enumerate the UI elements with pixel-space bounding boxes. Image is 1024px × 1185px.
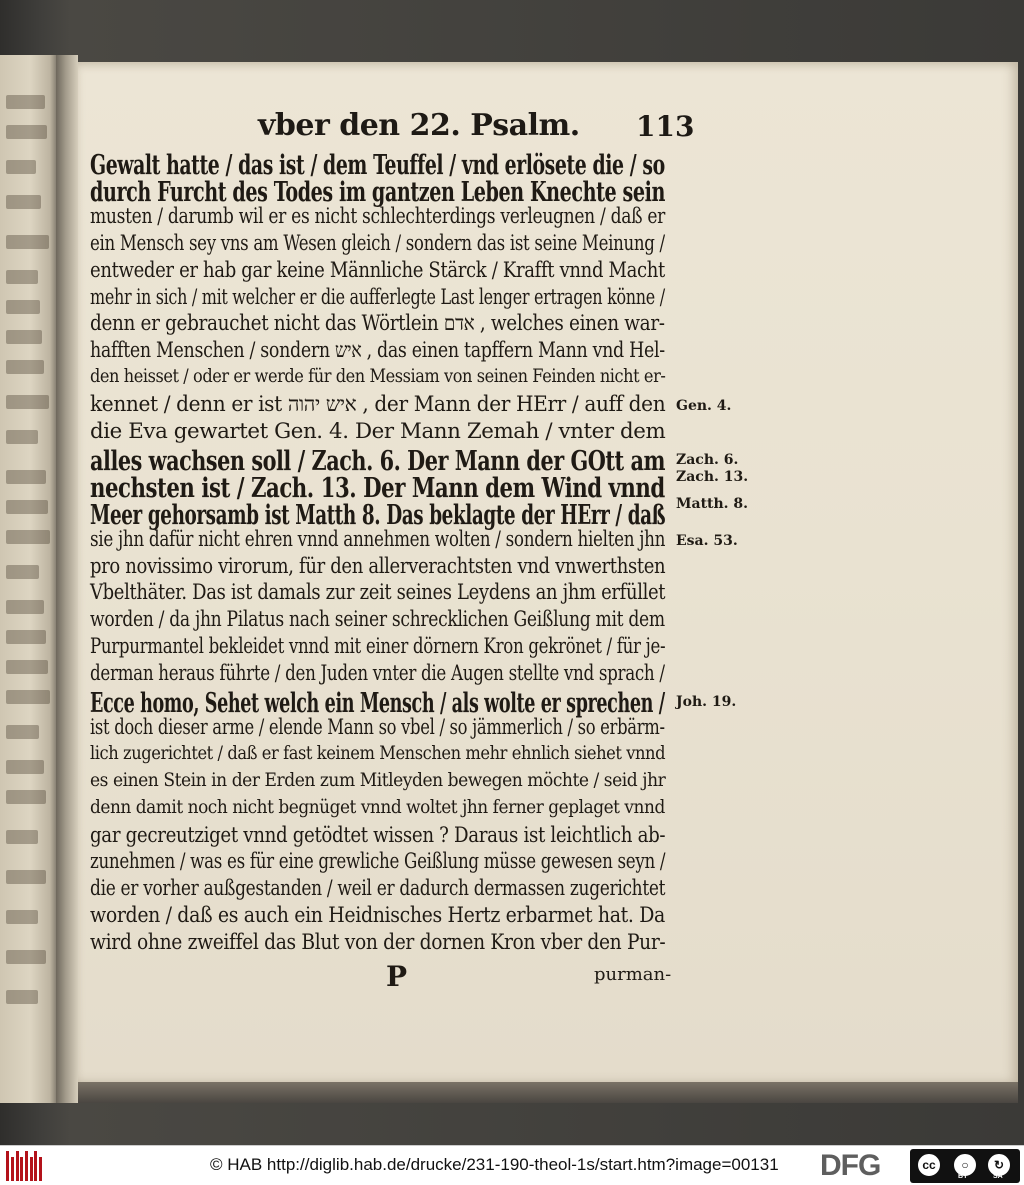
text-line: Vbelthäter. Das ist damals zur zeit seines Leydens an jhm erfüllet [90, 580, 666, 605]
text-line: derman heraus führte / den Juden vnter die Augen stellte vnd sprach / [90, 661, 665, 686]
book-gutter [56, 55, 78, 1103]
bleed-through-text [6, 395, 49, 409]
text-line: die er vorher außgestanden / weil er dadurch dermassen zugerichtet [90, 876, 666, 901]
margin-note: Zach. 6. [676, 451, 739, 468]
bleed-through-text [6, 300, 40, 314]
bleed-through-text [6, 195, 41, 209]
bleed-through-text [6, 790, 46, 804]
text-line: ein Mensch sey vns am Wesen gleich / sondern das ist seine Meinung / [90, 230, 665, 255]
bleed-through-text [6, 630, 46, 644]
bleed-through-text [6, 690, 50, 704]
bleed-through-text [6, 830, 38, 844]
cc-icon: cc [916, 1152, 942, 1178]
bleed-through-text [6, 125, 47, 139]
sa-label: SA [993, 1173, 1003, 1180]
logo-bar [6, 1151, 9, 1181]
catchword: purman- [594, 964, 672, 985]
logo-bar [20, 1157, 23, 1181]
signature-mark: P [386, 960, 408, 993]
text-line: die Eva gewartet Gen. 4. Der Mann Zemah / vnter dem [90, 419, 666, 443]
by-label: BY [958, 1173, 968, 1180]
logo-bar [34, 1151, 37, 1181]
text-line: Purpurmantel bekleidet vnnd mit einer dörnern Kron gekrönet / für je- [90, 634, 666, 659]
text-line: pro novissimo virorum, für den allerverachtsten vnd vnwerthsten [90, 553, 666, 578]
bleed-through-text [6, 725, 39, 739]
bleed-through-text [6, 990, 38, 1004]
text-line: sie jhn dafür nicht ehren vnnd annehmen wolten / sondern hielten jhn [90, 526, 666, 551]
text-line: worden / daß es auch ein Heidnisches Hertz erbarmet hat. Da [90, 903, 665, 928]
text-line: mehr in sich / mit welcher er die aufferlegte Last lenger ertragen könne / [90, 284, 665, 309]
text-line: nechsten ist / Zach. 13. Der Mann dem Wind vnnd [90, 472, 665, 504]
margin-note: Zach. 13. [676, 468, 749, 485]
text-line: gar gecreutziget vnnd getödtet wissen ? Daraus ist leichtlich ab- [90, 822, 666, 847]
logo-bar [16, 1151, 19, 1181]
bleed-through-text [6, 500, 48, 514]
text-line: lich zugerichtet / daß er fast keinem Menschen mehr ehnlich siehet vnnd [90, 741, 666, 764]
running-head: vber den 22. Psalm. [258, 108, 580, 143]
previous-page-edge [0, 55, 56, 1103]
text-line: zunehmen / was es für eine grewliche Geißlung müsse gewesen seyn / [90, 849, 666, 874]
bleed-through-text [6, 660, 48, 674]
bleed-through-text [6, 360, 44, 374]
logo-bar [30, 1157, 33, 1181]
bleed-through-text [6, 565, 39, 579]
text-line: worden / da jhn Pilatus nach seiner schrecklichen Geißlung mit dem [90, 607, 665, 632]
text-line: es einen Stein in der Erden zum Mitleyden bewegen möchte / seid jhr [90, 768, 666, 791]
text-line: Meer gehorsamb ist Matth 8. Das beklagte der HErr / daß [90, 499, 666, 531]
text-line: den heisset / oder er werde für den Messiam von seinen Feinden nicht er- [90, 365, 666, 388]
logo-bar [25, 1151, 28, 1181]
bleed-through-text [6, 530, 50, 544]
bleed-through-text [6, 870, 46, 884]
margin-note: Esa. 53. [676, 532, 738, 549]
page-bottom-shadow [78, 1082, 1018, 1103]
text-line: Gewalt hatte / das ist / dem Teuffel / vnd erlösete die / so [90, 150, 665, 181]
text-line: musten / darumb wil er es nicht schlechterdings verleugnen / daß er [90, 203, 665, 228]
dfg-logo: DFG [820, 1149, 881, 1182]
bleed-through-text [6, 270, 38, 284]
bleed-through-text [6, 950, 46, 964]
bleed-through-text [6, 760, 44, 774]
page-number: 113 [636, 110, 695, 143]
logo-bar [39, 1157, 42, 1181]
margin-note: Joh. 19. [676, 694, 737, 710]
text-line: alles wachsen soll / Zach. 6. Der Mann der GOtt am [90, 445, 665, 477]
cc-license-badge[interactable] [910, 1149, 1020, 1183]
text-line: kennet / denn er ist איש יהוה , der Mann der HErr / auff den [90, 392, 666, 417]
text-line: durch Furcht des Todes im gantzen Leben Knechte sein [90, 176, 665, 208]
bleed-through-text [6, 235, 49, 249]
attribution-link[interactable]: © HAB http://diglib.hab.de/drucke/231-190-theol-1s/start.htm?image=00131 [210, 1155, 779, 1174]
by-person-icon: ○ [952, 1152, 978, 1178]
bleed-through-text [6, 160, 36, 174]
bleed-through-text [6, 910, 38, 924]
logo-bar [11, 1157, 14, 1181]
bleed-through-text [6, 430, 38, 444]
text-line: Ecce homo, Sehet welch ein Mensch / als wolte er sprechen / [90, 688, 665, 719]
bleed-through-text [6, 470, 46, 484]
bleed-through-text [6, 600, 44, 614]
text-line: hafften Menschen / sondern איש , das einen tapffern Mann vnd Hel- [90, 338, 665, 363]
text-line: wird ohne zweiffel das Blut von der dornen Kron vber den Pur- [90, 930, 666, 955]
bleed-through-text [6, 330, 42, 344]
text-line: denn er gebrauchet nicht das Wörtlein אדם , welches einen war- [90, 311, 665, 336]
sa-share-alike-icon: ↻ [986, 1152, 1012, 1178]
text-line: ist doch dieser arme / elende Mann so vbel / so jämmerlich / so erbärm- [90, 714, 665, 739]
text-line: entweder er hab gar keine Männliche Stärck / Krafft vnnd Macht [90, 257, 665, 282]
margin-note: Gen. 4. [676, 398, 732, 415]
margin-note: Matth. 8. [676, 495, 749, 512]
hab-logo-icon [6, 1151, 46, 1181]
text-line: denn damit noch nicht begnüget vnnd woltet jhn ferner geplaget vnnd [90, 795, 665, 818]
footer-bar [0, 1145, 1024, 1185]
bleed-through-text [6, 95, 45, 109]
